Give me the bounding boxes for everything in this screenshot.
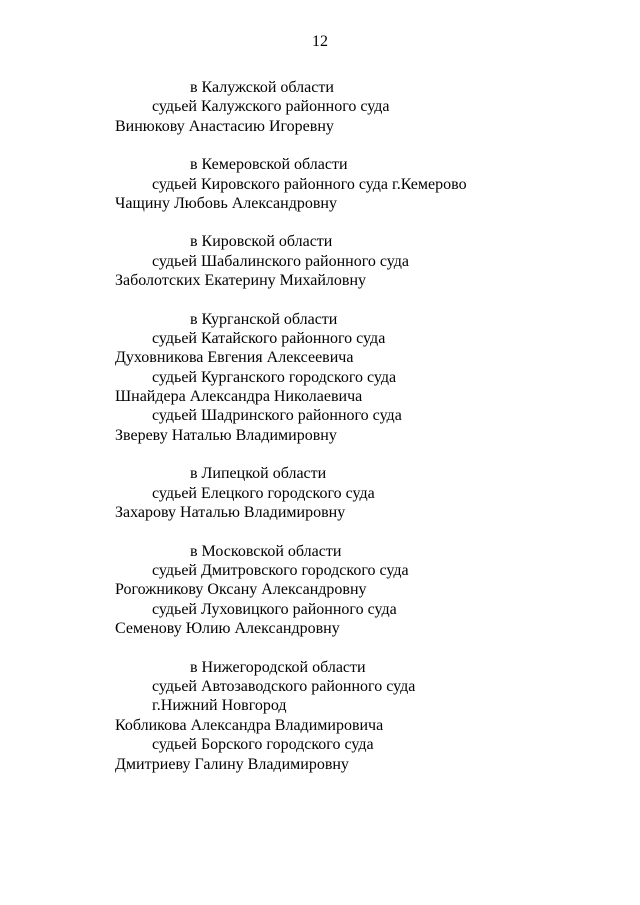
- person-name: Рогожникову Оксану Александровну: [115, 581, 367, 598]
- person-name: Винюкову Анастасию Игоревну: [115, 118, 334, 135]
- person-name: Звереву Наталью Владимировну: [115, 427, 337, 444]
- court-position: судьей Шадринского районного суда: [152, 407, 402, 424]
- person-name: Чащину Любовь Александровну: [115, 195, 337, 212]
- person-name: Шнайдера Александра Николаевича: [115, 388, 363, 405]
- court-position: судьей Автозаводского районного суда: [152, 678, 416, 695]
- court-position: судьей Калужского районного суда: [152, 98, 390, 115]
- person-name: Семенову Юлию Александровну: [115, 620, 340, 637]
- region-heading: в Нижегородской области: [190, 659, 366, 676]
- court-position-city: г.Нижний Новгород: [152, 697, 287, 714]
- court-position: судьей Катайского районного суда: [152, 330, 386, 347]
- court-position: судьей Луховицкого районного суда: [152, 601, 397, 618]
- court-position: судьей Курганского городского суда: [152, 369, 397, 386]
- person-name: Духовникова Евгения Алексеевича: [115, 349, 354, 366]
- court-position: судьей Дмитровского городского суда: [152, 562, 409, 579]
- page-number: 12: [312, 33, 328, 50]
- court-position: судьей Борского городского суда: [152, 736, 374, 753]
- court-position: судьей Шабалинского районного суда: [152, 253, 410, 270]
- region-heading: в Московской области: [190, 543, 342, 560]
- region-heading: в Курганской области: [190, 311, 338, 328]
- region-heading: в Кировской области: [190, 233, 333, 250]
- person-name: Заболотских Екатерину Михайловну: [115, 272, 366, 289]
- person-name: Кобликова Александра Владимировича: [115, 717, 384, 734]
- region-heading: в Кемеровской области: [190, 156, 348, 173]
- person-name: Дмитриеву Галину Владимировну: [115, 756, 349, 773]
- court-position: судьей Кировского районного суда г.Кемерово: [152, 176, 467, 193]
- region-heading: в Калужской области: [190, 79, 334, 96]
- region-heading: в Липецкой области: [190, 465, 327, 482]
- court-position: судьей Елецкого городского суда: [152, 485, 375, 502]
- person-name: Захарову Наталью Владимировну: [115, 504, 346, 521]
